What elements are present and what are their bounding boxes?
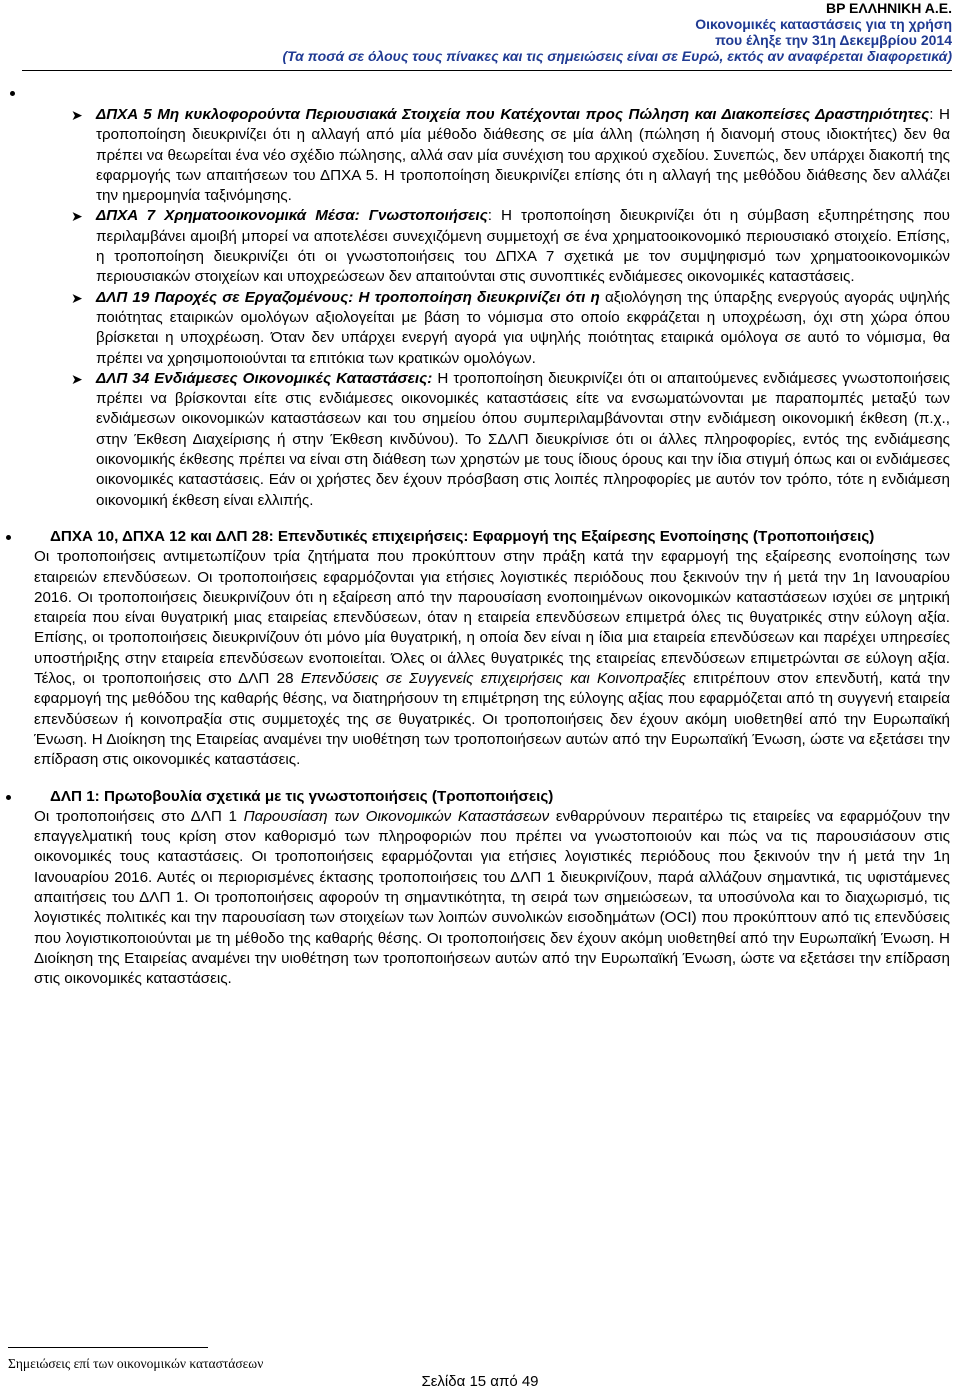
list-item [34, 369, 950, 511]
section-title [34, 787, 950, 807]
item-title: ΔΛΠ 34 Ενδιάμεσες Οικονομικές Καταστάσεις: [96, 369, 433, 387]
list-item [34, 288, 950, 369]
section-title-text: ΔΛΠ 1: Πρωτοβουλία σχετικά με τις γνωστοποιήσεις (Τροποποιήσεις) [50, 787, 554, 805]
item-body: αξιολόγηση της ύπαρξης ενεργούς αγοράς υψηλής ποιότητας εταιρικών ομολόγων αξιολογείται με βάση το νόμισμα στο οποίο εκφράζεται η υποχρέωση, όχι στη χώρα όπου βρίσκεται η υποχρέωση. Όταν δεν υπάρχει ενεργή αγορά για υψηλής ποιότητας εταιρικά ομόλογα σε αυτό το νόμισμα, θα πρέπει να χρησιμοποιούνται τα επιτόκια των κρατικών ομολόγων. [96, 288, 951, 367]
report-title-line1: Οικονομικές καταστάσεις για τη χρήση [695, 16, 952, 32]
arrow-bullet-icon: ➤ [71, 370, 83, 387]
arrow-bullet-icon: ➤ [71, 107, 83, 123]
section-italic-text: Επενδύσεις σε Συγγενείς επιχειρήσεις και Κοινοπραξίες [300, 670, 686, 688]
section-body [34, 807, 950, 990]
item-title: ΔΛΠ 19 Παροχές σε Εργαζομένους: Η τροποποίηση διευκρινίζει ότι η [96, 288, 600, 306]
section-body [34, 547, 950, 770]
header-divider [22, 70, 952, 71]
item-title: ΔΠΧΑ 7 Χρηματοοικονομικά Μέσα: Γνωστοποιήσεις [96, 207, 488, 225]
footer-divider [8, 1347, 208, 1348]
bullet-dot-icon [6, 535, 11, 540]
arrow-bullet-icon: ➤ [71, 289, 83, 306]
bullet-dot-icon [10, 91, 15, 96]
company-name: BP ΕΛΛΗΝΙΚΗ Α.Ε. [825, 0, 952, 16]
section-text: Οι τροποποιήσεις αντιμετωπίζουν τρία ζητήματα που προκύπτουν στην πράξη κατά την εφαρμογή της εξαίρεσης ενοποίησης των εταιρειών επενδύσεων. Οι τροποποιήσεις εφαρμόζονται για ετήσιες λογιστικές περιόδους που ξεκινούν την ή μετά την 1η Ιανουαρίου 2016. Οι τροποποιήσεις διευκρινίζουν ότι η εξαίρεση από την παρουσίαση ενοποιημένων οικονομικών καταστάσεων ισχύει σε μητρική εταιρεία που είναι θυγατρική μιας εταιρείας επενδύσεων, όταν η εταιρεία επενδύσεων επιμετρά όλες τις θυγατρικές στην εύλογη αξία. Επίσης, οι τροποποιήσεις διευκρινίζουν ότι μόνο μία θυγατρική, η οποία δεν είναι η ίδια μια εταιρεία επενδύσεων και παρέχει υπηρεσίες υποστήριξης στην εταιρεία επενδύσεων ενοποιείται. Όλες οι άλλες θυγατρικές της εταιρείας επενδύσεων επιμετρώνται σε εύλογη αξία. Τέλος, οι τροποποιήσεις στο ΔΛΠ 28 [34, 548, 950, 688]
section-text: επιτρέπουν στον επενδυτή, κατά την εφαρμογή της μεθόδου της καθαρής θέσης, να διατηρήσουν τη επιμέτρηση της εύλογης αξίας που εφαρμόζεται από τη συγγενή εταιρεία επενδύσεων ή κοινοπραξία στις συμμετοχές της σε θυγατρικές. Οι τροποποιήσεις δεν έχουν ακόμη υιοθετηθεί από την Ευρωπαϊκή Ένωση. Η Διοίκηση της Εταιρείας αναμένει την υιοθέτηση των τροποποιήσεων αυτών από την Ευρωπαϊκή Ένωση, ώστε να εξετάσει την επίδραση στις οικονομικές καταστάσεις. [34, 670, 951, 769]
section-text: Οι τροποποιήσεις στο ΔΛΠ 1 [34, 807, 244, 825]
section-text: ενθαρρύνουν περαιτέρω τις εταιρείες να εφαρμόζουν την επαγγελματική τους κρίση στον καθορισμό των πληροφοριών που πρέπει να γνωστοποιούν και πώς να τις παρουσιάσουν στις οικονομικές τους καταστάσεις. Οι τροποποιήσεις εφαρμόζονται για ετήσιες λογιστικές περιόδους που ξεκινούν την ή μετά την 1η Ιανουαρίου 2016. Αυτές οι περιορισμένες έκτασης τροποποιήσεις του ΔΛΠ 1 διευκρινίζουν, παρά αλλάζουν σημαντικά, τις υφιστάμενες απαιτήσεις του ΔΛΠ 1. Οι τροποποιήσεις αφορούν τη σημαντικότητα, τη σειρά των σημειώσεων, τα υποσύνολα και το διαχωρισμό, τις λογιστικές πολιτικές και την παρουσίαση των στοιχείων των λοιπών συνολικών εισοδημάτων (OCI) που προκύπτουν από τις επενδύσεις που λογιστικοποιούνται με τη μέθοδο της καθαρής θέσης. Οι τροποποιήσεις δεν έχουν ακόμη υιοθετηθεί από την Ευρωπαϊκή Ένωση. Η Διοίκηση της Εταιρείας αναμένει την υιοθέτηση των τροποποιήσεων αυτών από την Ευρωπαϊκή Ένωση, ώστε να εξετάσει την επίδραση στις οικονομικές καταστάσεις. [34, 807, 950, 988]
bullet-dot-icon [6, 795, 11, 800]
page-number: Σελίδα 15 από 49 [421, 1373, 539, 1390]
currency-note: (Τα ποσά σε όλους τους πίνακες και τις σημειώσεις είναι σε Ευρώ, εκτός αν αναφέρεται διαφορετικά) [282, 48, 952, 64]
item-body: Η τροποποίηση διευκρινίζει ότι οι απαιτούμενες ενδιάμεσες γνωστοποιήσεις πρέπει να βρίσκονται είτε στις ενδιάμεσες οικονομικές καταστάσεις είτε να ενσωματώνονται με παραπομπές μεταξύ των ενδιάμεσων οικονομικών καταστάσεων και του σημείου όπου συμπεριλαμβάνονται στην ενδιάμεση οικονομική έκθεση (π.χ., στην Έκθεση Διαχείρισης ή στην Έκθεση κινδύνου). Το ΣΔΛΠ διευκρίνισε ότι οι άλλες πληροφορίες, εντός της ενδιάμεσης οικονομικής έκθεσης πρέπει να είναι στη διάθεση των χρηστών με τους ίδιους όρους και την ίδια στιγμή όπως και οι ενδιάμεσες οικονομικές καταστάσεις. Εάν οι χρήστες δεν έχουν πρόσβαση στις λοιπές πληροφορίες με αυτόν τον τρόπο, τότε η ενδιάμεση οικονομική έκθεση είναι ελλιπής. [96, 369, 950, 509]
list-item [34, 206, 950, 287]
section-disclosure-initiative [34, 787, 950, 990]
page-header [282, 0, 952, 64]
item-title: ΔΠΧΑ 5 Μη κυκλοφορούντα Περιουσιακά Στοιχεία που Κατέχονται προς Πώληση και Διακοπείσες Δραστηριότητες [96, 106, 930, 123]
item-body: : Η τροποποίηση διευκρινίζει ότι η αλλαγή από μία μέθοδο διάθεσης σε μία άλλη (πώληση ή διανομή στους ιδιοκτήτες) δεν θα πρέπει να θεωρείται ένα νέο σχέδιο πώλησης, αλλά σαν μία συνέχιση του αρχικού σχεδίου. Συνεπώς, δεν υπάρχει διακοπή της εφαρμογής των απαιτήσεων του ΔΠΧΑ 5. Η τροποποίηση διευκρινίζει επίσης ότι η αλλαγή της μεθόδου διάθεσης δεν αλλάζει την ημερομηνία ταξινόμησης. [96, 106, 950, 205]
document-body [34, 105, 950, 989]
footer-label: Σημειώσεις επί των οικονομικών καταστάσεων [8, 1356, 264, 1371]
arrow-bullet-icon: ➤ [71, 208, 83, 225]
section-investment-entities [34, 527, 950, 771]
list-item [34, 105, 950, 206]
section-italic-text: Παρουσίαση των Οικονομικών Καταστάσεων [243, 807, 550, 825]
item-body: : Η τροποποίηση διευκρινίζει ότι η σύμβαση εξυπηρέτησης που περιλαμβάνει αμοιβή μπορεί να αποτελέσει συνεχιζόμενη συμμετοχή σε ένα χρηματοοικονομικό περιουσιακό στοιχείο. Επίσης, η τροποποίηση διευκρινίζει ότι οι γνωστοποιήσεις του ΔΠΧΑ 7 σχετικά με τον συμψηφισμό των χρηματοοικονομικών περιουσιακών στοιχείων και υποχρεώσεων δεν απαιτούνται στις συνοπτικές ενδιάμεσες οικονομικές καταστάσεις. [96, 207, 950, 286]
section-title [34, 527, 950, 547]
section-title-text: ΔΠΧΑ 10, ΔΠΧΑ 12 και ΔΛΠ 28: Επενδυτικές επιχειρήσεις: Εφαρμογή της Εξαίρεσης Ενοποίησης (Τροποποιήσεις) [50, 527, 875, 545]
report-title-line2: που έληξε την 31η Δεκεμβρίου 2014 [715, 32, 952, 48]
